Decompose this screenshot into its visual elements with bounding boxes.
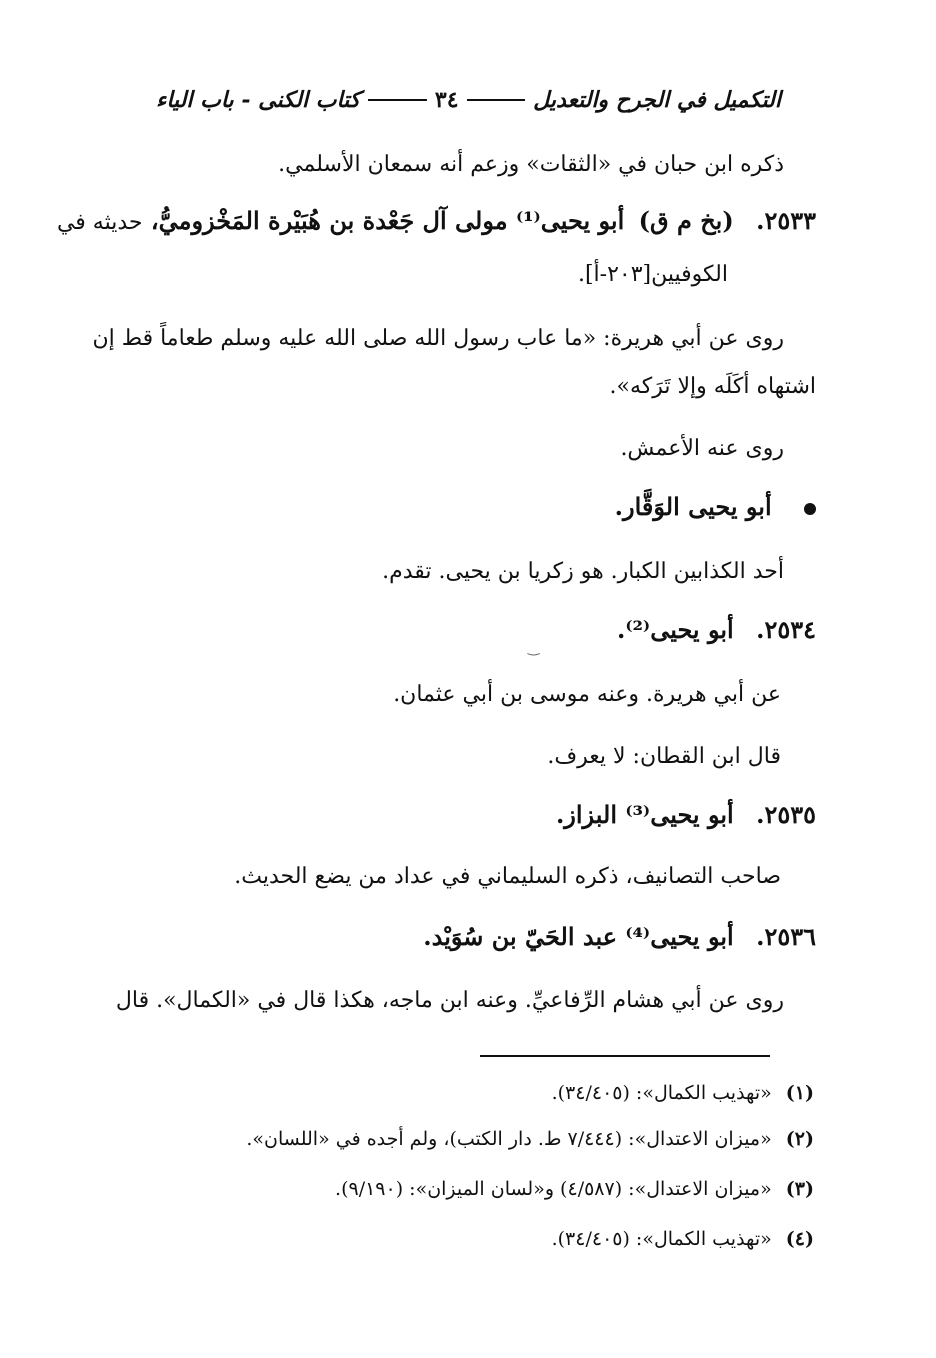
footnote-number: (٣): [785, 1178, 814, 1200]
footnote: [552, 1078, 814, 1108]
entry-heading: [615, 492, 816, 521]
entry-heading: [57, 206, 816, 235]
entry-number: ٢٥٣٦.: [756, 922, 816, 951]
text-line: روى عن أبي هشام الرِّفاعيِّ. وعنه ابن ماجه، هكذا قال في «الكمال». قال: [115, 988, 784, 1013]
footnote: [552, 1224, 814, 1254]
entry-number: ٢٥٣٣.: [756, 206, 816, 235]
footnote-text: «ميزان الاعتدال»: (٤/٥٨٧) و«لسان الميزان»: (٩/١٩٠).: [335, 1178, 772, 1200]
entry-note: حديثه في: [56, 210, 143, 235]
footnote-number: (١): [785, 1082, 814, 1104]
entry-heading: [556, 800, 816, 829]
footnote-text: «ميزان الاعتدال»: (٧/٤٤٤ ط. دار الكتب)، ولم أجده في «اللسان».: [246, 1128, 772, 1150]
entry-number: ٢٥٣٥.: [756, 800, 816, 829]
text-line: قال ابن القطان: لا يعرف.: [547, 744, 781, 769]
entry-heading: [617, 615, 816, 644]
footnote: [246, 1124, 814, 1154]
footnote-number: (٤): [785, 1228, 814, 1250]
footnote-number: (٢): [785, 1128, 814, 1150]
text-line: روى عن أبي هريرة: «ما عاب رسول الله صلى الله عليه وسلم طعاماً قط إن: [92, 326, 784, 351]
entry-continuation: الكوفيين[٢٠٣-أ].: [577, 262, 728, 287]
entry-number: ٢٥٣٤.: [756, 615, 816, 644]
entry-name: أبو يحيى⁽⁴⁾ عبد الحَيّ بن سُوَيْد.: [423, 922, 734, 951]
text-line: اشتهاه أكَلَه وإلا تَرَكه».: [609, 374, 816, 399]
text-line: أحد الكذابين الكبار. هو زكريا بن يحيى. تقدم.: [382, 559, 784, 584]
text-line: صاحب التصانيف، ذكره السليماني في عداد من يضع الحديث.: [234, 864, 781, 889]
text-line: عن أبي هريرة. وعنه موسى بن أبي عثمان.: [393, 682, 781, 707]
stray-mark: ‿: [528, 640, 540, 656]
footnote-text: «تهذيب الكمال»: (٣٤/٤٠٥).: [551, 1228, 772, 1250]
header-divider: [368, 99, 427, 101]
book-title: التكميل في الجرح والتعديل: [533, 87, 781, 113]
entry-name: أبو يحيى⁽¹⁾ مولى آل جَعْدة بن هُبَيْرة المَخْزوميُّ،: [150, 206, 625, 235]
page-number: ٣٤: [434, 87, 459, 113]
header-divider: [467, 99, 526, 101]
running-header: [156, 80, 781, 120]
footnote-separator: [480, 1055, 770, 1057]
section-title: كتاب الكنى - باب الياء: [155, 87, 361, 113]
text-line: روى عنه الأعمش.: [620, 436, 784, 461]
footnote: [335, 1174, 814, 1204]
entry-sigla: (بخ م ق): [638, 206, 734, 235]
entry-name: أبو يحيى⁽³⁾ البزاز.: [555, 800, 734, 829]
text-line: ذكره ابن حبان في «الثقات» وزعم أنه سمعان الأسلمي.: [278, 152, 784, 177]
entry-name: أبو يحيى الوَقَّار.: [614, 492, 772, 521]
bullet-icon: [804, 503, 816, 515]
entry-name: أبو يحيى⁽²⁾.: [617, 615, 734, 644]
footnote-text: «تهذيب الكمال»: (٣٤/٤٠٥).: [551, 1082, 772, 1104]
entry-heading: [423, 922, 816, 951]
